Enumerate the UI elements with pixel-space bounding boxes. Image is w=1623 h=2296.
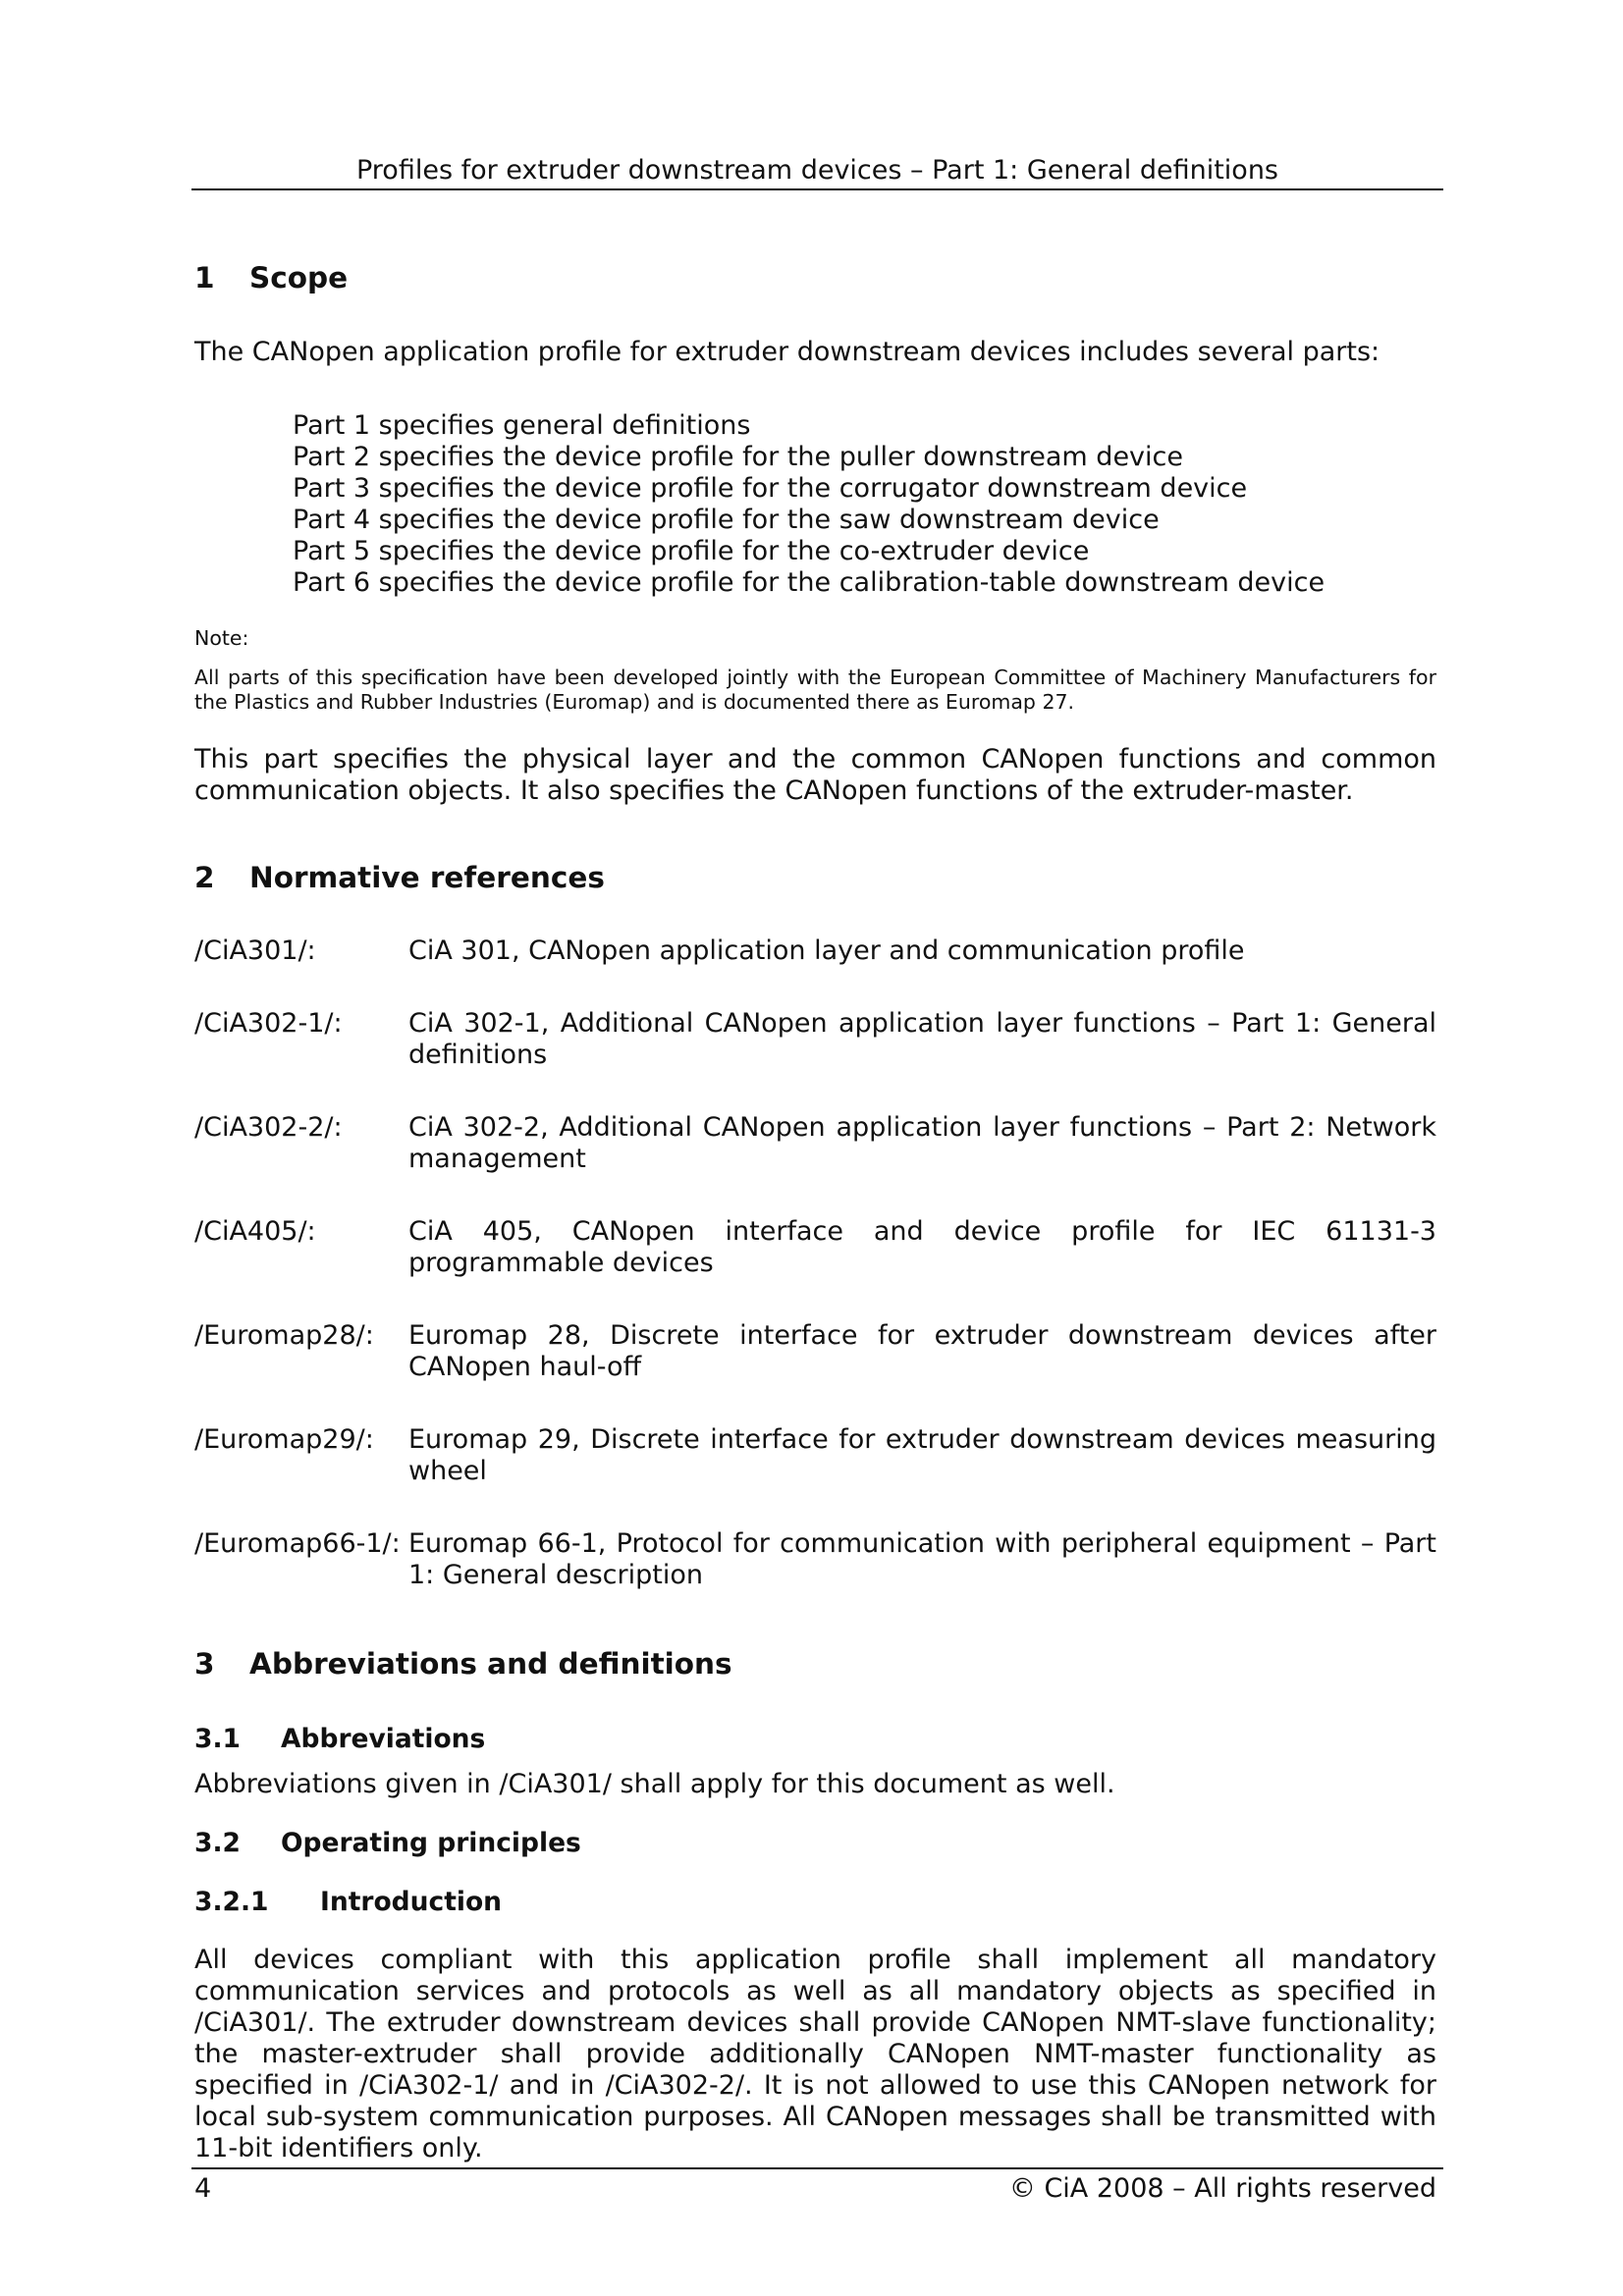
list-item: Part 6 specifies the device profile for the calibration-table downstream device — [293, 567, 1325, 598]
subsection-title: Abbreviations — [281, 1724, 486, 1754]
page-number: 4 — [194, 2173, 212, 2204]
section-title: Abbreviations and definitions — [249, 1647, 732, 1681]
reference-text: CiA 302-2, Additional CANopen application layer functions – Part 2: Network management — [408, 1112, 1436, 1174]
header-rule — [191, 188, 1443, 190]
subsection-number: 3.1 — [194, 1724, 241, 1754]
section-title: Scope — [249, 261, 349, 294]
note-label: Note: — [194, 626, 249, 650]
reference-entry — [194, 1320, 1436, 1383]
section-2-heading — [194, 860, 605, 895]
reference-entry — [194, 935, 1436, 967]
reference-key: /CiA302-2/: — [194, 1112, 343, 1143]
reference-text: CiA 405, CANopen interface and device profile for IEC 61131-3 programmable devices — [408, 1216, 1436, 1278]
reference-key: /CiA302-1/: — [194, 1008, 343, 1039]
reference-text: CiA 302-1, Additional CANopen application layer functions – Part 1: General definitions — [408, 1008, 1436, 1070]
introduction-paragraph: All devices compliant with this application profile shall implement all mandatory communication services and protocols as well as all mandatory objects as specified in /CiA301/. The extruder downstream devices shall provide CANopen NMT-slave functionality; the master-extruder shall provide additionally CANopen NMT-master functionality as specified in /CiA302-1/ and in /CiA302-2/. It is not allowed to use this CANopen network for local sub-system communication purposes. All CANopen messages shall be transmitted with 11-bit identifiers only. — [194, 1945, 1436, 2163]
subsection-title: Operating principles — [281, 1828, 581, 1858]
reference-key: /CiA405/: — [194, 1216, 316, 1247]
reference-entry — [194, 1528, 1436, 1591]
reference-key: /Euromap28/: — [194, 1320, 374, 1351]
reference-key: /Euromap29/: — [194, 1424, 374, 1455]
copyright-notice: © CiA 2008 – All rights reserved — [1008, 2173, 1436, 2204]
list-item: Part 5 specifies the device profile for the co-extruder device — [293, 536, 1090, 566]
reference-text: Euromap 29, Discrete interface for extruder downstream devices measuring wheel — [408, 1424, 1436, 1486]
list-item: Part 1 specifies general definitions — [293, 410, 751, 441]
list-item: Part 4 specifies the device profile for the saw downstream device — [293, 505, 1160, 535]
reference-entry — [194, 1112, 1436, 1175]
section-number: 3 — [194, 1647, 215, 1681]
reference-text: Euromap 66-1, Protocol for communication with peripheral equipment – Part 1: General description — [408, 1528, 1436, 1590]
reference-entry — [194, 1216, 1436, 1279]
reference-entry — [194, 1008, 1436, 1071]
scope-closing-paragraph: This part specifies the physical layer and the common CANopen functions and common communication objects. It also specifies the CANopen functions of the extruder-master. — [194, 744, 1436, 806]
footer-rule — [191, 2167, 1443, 2169]
running-header: Profiles for extruder downstream devices – Part 1: General definitions — [355, 155, 1278, 186]
section-3-heading — [194, 1646, 732, 1682]
subsection-3-1-heading — [194, 1723, 485, 1756]
subsection-3-2-1-heading — [194, 1886, 502, 1919]
reference-text: CiA 301, CANopen application layer and communication profile — [408, 935, 1245, 966]
reference-key: /Euromap66-1/: — [194, 1528, 401, 1559]
note-text: All parts of this specification have been developed jointly with the European Committee of Machinery Manufacturers for the Plastics and Rubber Industries (Euromap) and is documented there as Euromap 27. — [194, 666, 1436, 714]
section-1-heading — [194, 260, 348, 295]
subsection-number: 3.2 — [194, 1828, 241, 1858]
list-item: Part 3 specifies the device profile for the corrugator downstream device — [293, 473, 1248, 504]
scope-intro: The CANopen application profile for extruder downstream devices includes several parts: — [194, 337, 1380, 367]
abbreviations-text: Abbreviations given in /CiA301/ shall apply for this document as well. — [194, 1769, 1115, 1799]
subsection-number: 3.2.1 — [194, 1887, 269, 1917]
subsection-title: Introduction — [320, 1887, 503, 1917]
section-number: 2 — [194, 861, 215, 894]
section-number: 1 — [194, 261, 215, 294]
list-item: Part 2 specifies the device profile for the puller downstream device — [293, 442, 1183, 472]
subsection-3-2-heading — [194, 1827, 581, 1860]
section-title: Normative references — [249, 861, 605, 894]
reference-entry — [194, 1424, 1436, 1487]
reference-key: /CiA301/: — [194, 935, 316, 966]
reference-text: Euromap 28, Discrete interface for extruder downstream devices after CANopen haul-off — [408, 1320, 1436, 1382]
parts-list — [293, 410, 1325, 599]
